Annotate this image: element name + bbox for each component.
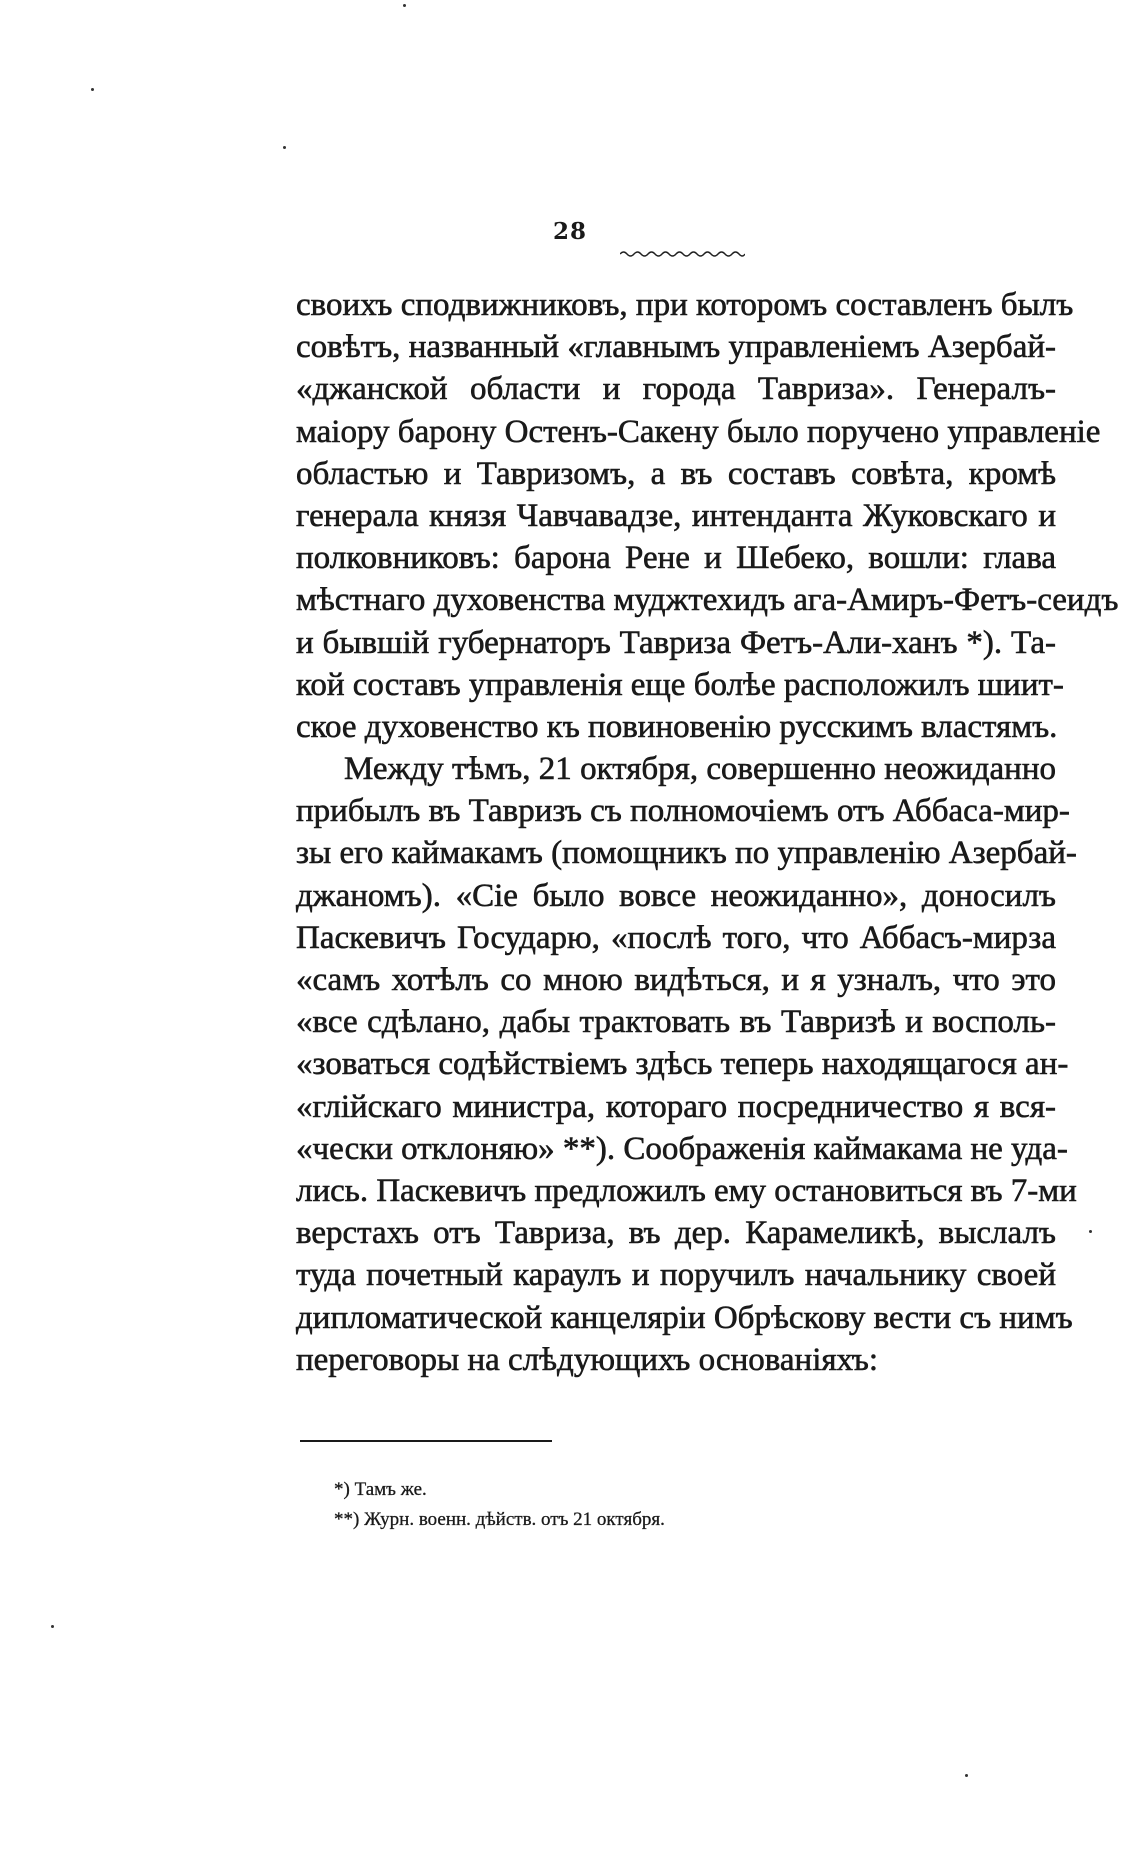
- text-line: генерала князя Чавчавадзе, интенданта Жуковскаго и: [296, 497, 1056, 534]
- footnote: *) Тамъ же.: [334, 1479, 427, 1500]
- scan-speck: [51, 1625, 54, 1628]
- text-line: полковниковъ: барона Рене и Шебеко, вошли: глава: [296, 540, 1056, 577]
- text-line: «чески отклоняю» **). Соображенія каймакама не уда-: [296, 1130, 1068, 1167]
- scan-speck: [283, 146, 286, 149]
- text-line: туда почетный караулъ и поручилъ начальнику своей: [296, 1257, 1056, 1294]
- scan-speck: [403, 4, 406, 7]
- text-line: переговоры на слѣдующихъ основаніяхъ:: [296, 1341, 879, 1378]
- text-line: прибылъ въ Тавризъ съ полномочіемъ отъ Аббаса-мир-: [296, 793, 1070, 830]
- footnote: **) Журн. военн. дѣйств. отъ 21 октября.: [334, 1509, 665, 1530]
- text-line: лись. Паскевичъ предложилъ ему остановиться въ 7-ми: [296, 1172, 1077, 1209]
- text-line: Паскевичъ Государю, «послѣ того, что Аббасъ-мирза: [296, 919, 1056, 956]
- scan-speck: [965, 1774, 968, 1777]
- footnotes: [334, 1475, 934, 1535]
- text-line: «все сдѣлано, дабы трактовать въ Тавризѣ и восполь-: [296, 1004, 1056, 1041]
- text-line: дипломатической канцеляріи Обрѣскову вести съ нимъ: [296, 1299, 1073, 1336]
- text-line: и бывшій губернаторъ Тавриза Фетъ-Али-ханъ *). Та-: [296, 624, 1056, 661]
- scan-speck: [1089, 1230, 1092, 1233]
- text-line: совѣтъ, названный «главнымъ управленіемъ Азербай-: [296, 329, 1056, 366]
- text-line: мѣстнаго духовенства муджтехидъ ага-Амиръ-Фетъ-сеидъ: [296, 582, 1119, 619]
- scan-speck: [91, 88, 94, 91]
- paragraph-start-line: Между тѣмъ, 21 октября, совершенно неожиданно: [344, 751, 1056, 788]
- body-text: [296, 284, 1119, 1381]
- text-line: «зоваться содѣйствіемъ здѣсь теперь находящагося ан-: [296, 1046, 1069, 1083]
- text-line: «джанской области и города Тавриза». Генералъ-: [296, 371, 1056, 408]
- page-number: 28: [552, 218, 587, 245]
- text-line: своихъ сподвижниковъ, при которомъ составленъ былъ: [296, 287, 1074, 323]
- text-line: маіору барону Остенъ-Сакену было поручено управленіе: [296, 413, 1101, 450]
- text-line: кой составъ управленія еще болѣе расположилъ шиит-: [296, 666, 1064, 703]
- text-line: джаномъ). «Сіе было вовсе неожиданно», доносилъ: [296, 877, 1056, 914]
- text-line: зы его каймакамъ (помощникъ по управленію Азербай-: [296, 835, 1077, 872]
- text-line: верстахъ отъ Тавриза, въ дер. Карамеликѣ, выслалъ: [296, 1215, 1056, 1252]
- text-line: областью и Тавризомъ, а въ составъ совѣта, кромѣ: [296, 455, 1056, 492]
- text-line: «глійскаго министра, котораго посредничество я вся-: [296, 1088, 1056, 1125]
- text-line: ское духовенство къ повиновенію русскимъ властямъ.: [296, 708, 1058, 745]
- text-line: «самъ хотѣлъ со мною видѣться, и я узналъ, что это: [296, 962, 1056, 998]
- wavy-ornament-rule: [620, 249, 745, 259]
- footnote-separator: [300, 1440, 552, 1442]
